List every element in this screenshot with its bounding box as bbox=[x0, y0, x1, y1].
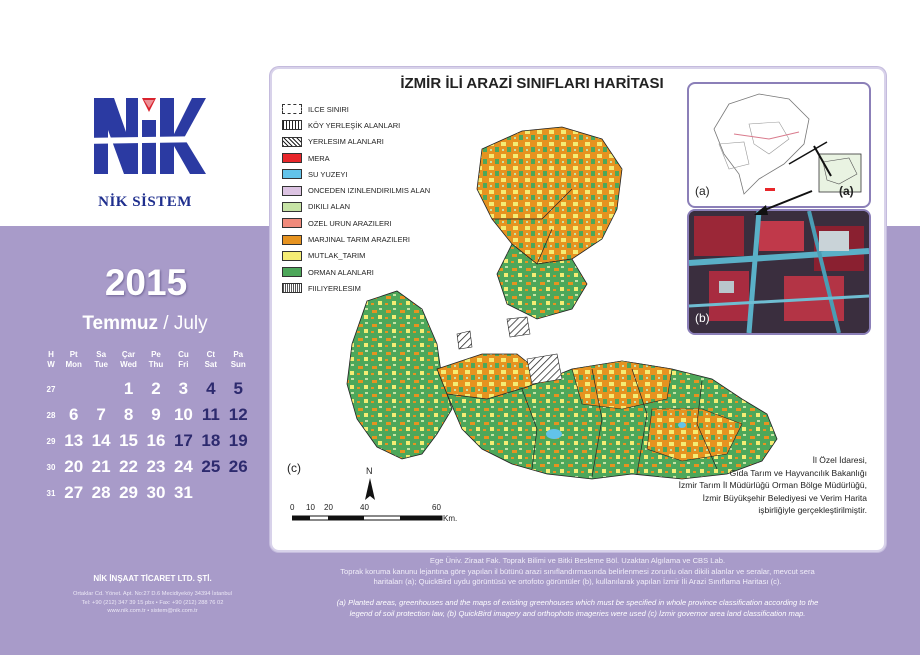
calendar-grid bbox=[42, 350, 252, 506]
legend-label: KÖY YERLEŞİK ALANLARI bbox=[308, 120, 401, 130]
calendar-day: 17 bbox=[173, 431, 193, 450]
month-en: July bbox=[173, 313, 208, 334]
legend-item bbox=[282, 280, 452, 296]
header-tue: Sa Tue bbox=[94, 350, 108, 369]
legend-label: ORMAN ALANLARI bbox=[308, 267, 374, 277]
company-name: NİK İNŞAAT TİCARET LTD. ŞTİ. bbox=[93, 574, 212, 583]
legend-item bbox=[282, 182, 452, 198]
calendar-day: 7 bbox=[96, 405, 106, 424]
north-arrow-icon bbox=[365, 478, 375, 500]
header-sun: Pa Sun bbox=[230, 350, 246, 369]
calendar-year: 2015 bbox=[104, 262, 188, 303]
legend-swatch bbox=[282, 202, 302, 212]
brand-name: NİK SİSTEM bbox=[98, 194, 192, 210]
scale-tick: 0 bbox=[290, 503, 295, 512]
calendar-header-row bbox=[42, 350, 252, 376]
credit-line: işbirliğiyle gerçekleştirilmiştir. bbox=[758, 505, 867, 515]
map-scale bbox=[290, 466, 467, 524]
description-line: (a) Planted areas, greenhouses and the maps of existing greenhouses which must be specified in whole province classification according to the bbox=[336, 598, 819, 607]
legend-label: SU YUZEYI bbox=[308, 169, 348, 179]
company-address bbox=[55, 590, 250, 616]
calendar-day: 15 bbox=[119, 431, 139, 450]
address-line: www.nik.com.tr • sistem@nik.com.tr bbox=[107, 608, 198, 614]
calendar-day: 8 bbox=[123, 405, 134, 424]
legend-label: MUTLAK_TARIM bbox=[308, 251, 366, 261]
month-separator: / bbox=[158, 313, 174, 334]
calendar-day: 28 bbox=[91, 483, 111, 502]
calendar-day: 27 bbox=[64, 483, 84, 502]
nik-logo bbox=[80, 90, 210, 185]
legend-swatch bbox=[282, 235, 302, 245]
calendar-day-weekend: 19 bbox=[228, 431, 248, 450]
credit-line: İzmir Büyükşehir Belediyesi ve Verim Harita bbox=[702, 492, 867, 503]
calendar-week-row bbox=[42, 428, 252, 454]
quickbird-image-drawing bbox=[689, 211, 869, 333]
legend-swatch bbox=[282, 153, 302, 163]
week-number: 31 bbox=[46, 488, 56, 498]
legend-swatch bbox=[282, 169, 302, 179]
week-number: 27 bbox=[46, 384, 56, 394]
description-line: haritaları (a); QuickBird uydu görüntüsü ve ortofoto görüntüler (b), kullanılarak yapılan İzmir İli Arazi Sınıflama Haritası (c). bbox=[373, 577, 782, 586]
inset-quickbird-image bbox=[687, 209, 871, 335]
calendar-day-weekend: 5 bbox=[233, 379, 243, 398]
scale-unit: Km. bbox=[443, 514, 458, 523]
calendar-day: 10 bbox=[173, 405, 193, 424]
scale-tick: 20 bbox=[324, 503, 333, 512]
legend-swatch bbox=[282, 104, 302, 114]
legend-item bbox=[282, 134, 452, 150]
calendar-month bbox=[60, 313, 230, 335]
calendar-day: 24 bbox=[173, 457, 193, 476]
calendar-day: 31 bbox=[173, 483, 193, 502]
week-number: 28 bbox=[46, 410, 56, 420]
calendar-day: 30 bbox=[146, 483, 166, 502]
header-fri: Cu Fri bbox=[178, 350, 189, 369]
scale-bar-drawing bbox=[292, 474, 467, 524]
header-wed: Çar Wed bbox=[120, 350, 137, 369]
legend-item bbox=[282, 199, 452, 215]
legend-label: MERA bbox=[308, 153, 330, 163]
calendar-day: 21 bbox=[91, 457, 111, 476]
calendar-day: 9 bbox=[151, 405, 161, 424]
legend-item bbox=[282, 215, 452, 231]
week-number: 30 bbox=[46, 462, 56, 472]
calendar-day-weekend: 25 bbox=[201, 457, 221, 476]
calendar-day: 22 bbox=[119, 457, 139, 476]
calendar-day: 23 bbox=[146, 457, 166, 476]
month-tr: Temmuz bbox=[82, 313, 159, 334]
legend-item bbox=[282, 166, 452, 182]
main-map-label: (c) bbox=[287, 461, 301, 475]
inset-a-zoom-label: (a) bbox=[839, 184, 854, 198]
calendar-day: 14 bbox=[91, 431, 111, 450]
legend-swatch bbox=[282, 186, 302, 196]
scale-tick: 40 bbox=[360, 503, 369, 512]
map-card bbox=[270, 67, 886, 552]
calendar-day-weekend: 11 bbox=[201, 405, 220, 424]
map-description-en bbox=[285, 598, 870, 619]
legend-label: MARJINAL TARIM ARAZILERI bbox=[308, 235, 410, 245]
address-line: Ortaklar Cd. Yönet. Apt. No:27 D.6 Mecidiyeköy 34394 İstanbul bbox=[73, 591, 232, 597]
legend-label: YERLESIM ALANLARI bbox=[308, 137, 384, 147]
header-thu: Pe Thu bbox=[148, 350, 164, 369]
legend-label: FIILIYERLESIM bbox=[308, 283, 361, 293]
calendar-day-weekend: 26 bbox=[228, 457, 248, 476]
inset-arrow-icon bbox=[742, 189, 822, 219]
calendar-day: 29 bbox=[119, 483, 139, 502]
calendar-day-weekend: 4 bbox=[206, 379, 216, 398]
calendar-week-row bbox=[42, 376, 252, 402]
legend-swatch bbox=[282, 218, 302, 228]
legend-item bbox=[282, 248, 452, 264]
legend-item bbox=[282, 150, 452, 166]
calendar-day: 20 bbox=[64, 457, 84, 476]
scale-tick: 10 bbox=[306, 503, 315, 512]
description-line: Ege Üniv. Ziraat Fak. Toprak Bilimi ve Bitki Besleme Böl. Uzaktan Algılama ve CBS Lab. bbox=[429, 556, 726, 565]
legend-label: ONCEDEN IZINLENDIRILMIS ALAN bbox=[308, 186, 431, 196]
header-week: H W bbox=[47, 350, 55, 369]
legend-label: DIKILI ALAN bbox=[308, 202, 351, 212]
legend-label: OZEL URUN ARAZILERI bbox=[308, 218, 392, 228]
legend-item bbox=[282, 101, 452, 117]
legend-item bbox=[282, 264, 452, 280]
description-line: Toprak koruma kanunu lejantına göre yapılan il bütünü arazi sınıflandırmasında belirlenmesi zorunlu olan dikili alanlar ve seralar, mevcut sera bbox=[340, 566, 815, 576]
address-line: Tel: +90 (212) 347 39 15 pbx • Fax: +90 (212) 288 76 02 bbox=[81, 599, 224, 606]
legend-swatch bbox=[282, 267, 302, 277]
calendar-week-row bbox=[42, 402, 252, 428]
legend-label: ILCE SINIRI bbox=[308, 104, 349, 114]
description-line: legend of soil protection law, (b) QuickBird imagery and orthophoto imageries were used (c) İzmir governor area land classification map. bbox=[349, 608, 806, 618]
legend-item bbox=[282, 117, 452, 133]
calendar-day-weekend: 18 bbox=[201, 431, 221, 450]
calendar-week-row bbox=[42, 480, 252, 506]
inset-a-label: (a) bbox=[695, 184, 710, 198]
credit-line: İzmir Tarım İl Müdürlüğü Orman Bölge Müdürlüğü, bbox=[678, 480, 867, 490]
credit-line: Gıda Tarım ve Hayvancılık Bakanlığı bbox=[729, 467, 867, 478]
calendar-day: 3 bbox=[178, 379, 189, 398]
map-legend bbox=[282, 101, 452, 297]
legend-item bbox=[282, 231, 452, 247]
calendar-day: 1 bbox=[123, 379, 134, 398]
header-mon: Pt Mon bbox=[65, 350, 82, 369]
legend-swatch bbox=[282, 283, 302, 293]
inset-b-label: (b) bbox=[695, 311, 710, 325]
header-sat: Ct Sat bbox=[204, 350, 218, 369]
legend-swatch bbox=[282, 137, 302, 147]
calendar-week-row bbox=[42, 454, 252, 480]
calendar-day-weekend: 12 bbox=[228, 405, 248, 424]
legend-swatch bbox=[282, 120, 302, 130]
credit-line: İl Özel İdaresi, bbox=[812, 455, 867, 465]
calendar-day: 16 bbox=[146, 431, 166, 450]
map-title: İZMİR İLİ ARAZİ SINIFLARI HARİTASI bbox=[400, 75, 664, 92]
calendar-day: 6 bbox=[68, 405, 79, 424]
calendar-day: 2 bbox=[151, 379, 161, 398]
week-number: 29 bbox=[46, 436, 56, 446]
map-credits bbox=[667, 454, 867, 517]
legend-swatch bbox=[282, 251, 302, 261]
calendar-day: 13 bbox=[64, 431, 84, 450]
map-description-tr bbox=[285, 556, 870, 588]
scale-tick: 60 bbox=[432, 503, 441, 512]
north-label: N bbox=[366, 466, 373, 476]
